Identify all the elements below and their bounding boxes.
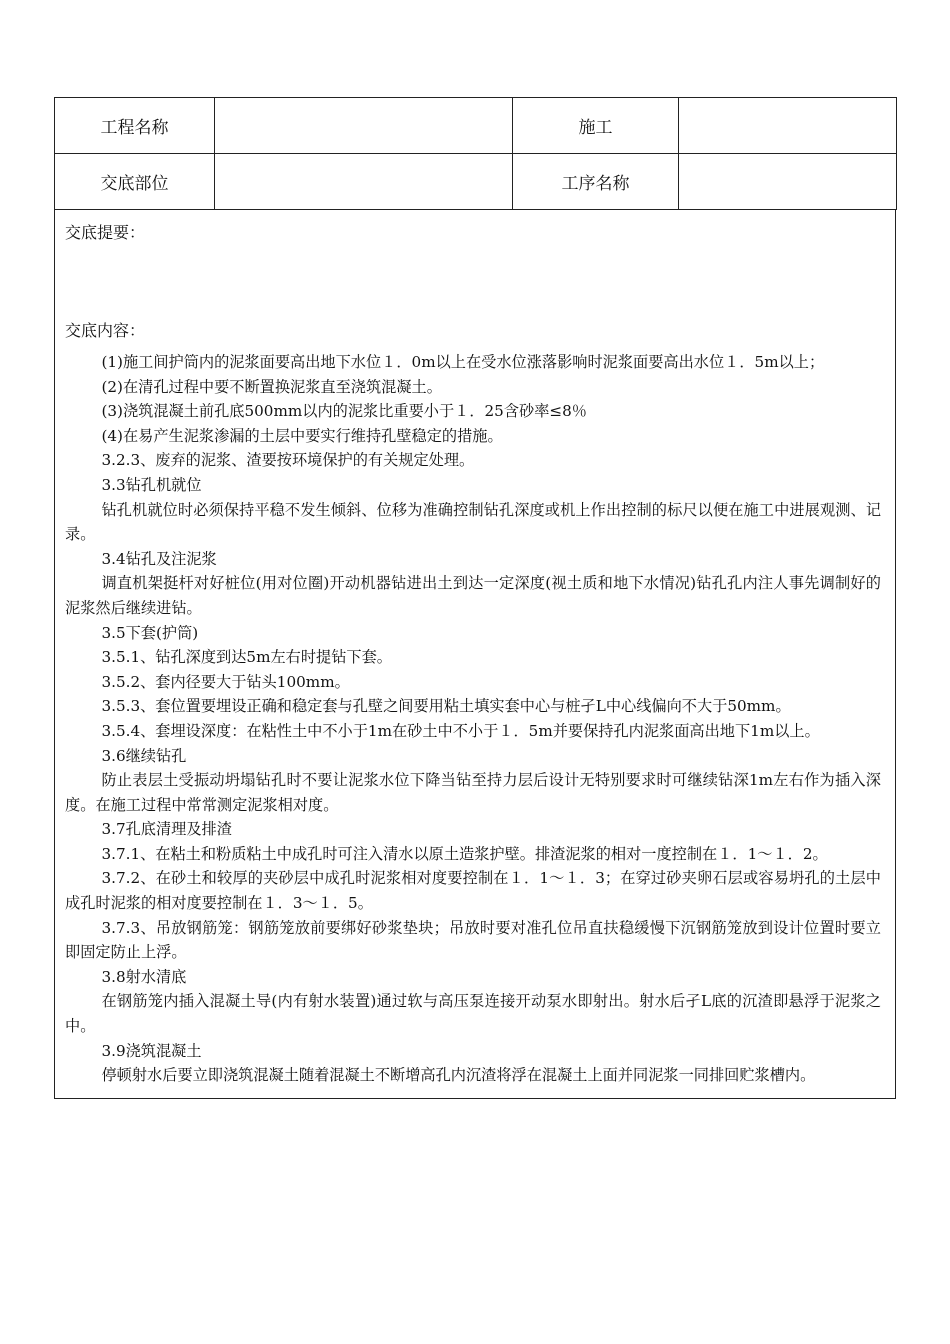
content-paragraph: 3.7.3、吊放钢筋笼：钢筋笼放前要绑好砂浆垫块；吊放时要对准孔位吊直扶稳缓慢下沉钢筋笼放到设计位置时要立即固定防止上浮。 — [65, 918, 881, 962]
content-paragraph: 3.7孔底清理及排渣 — [101, 820, 232, 839]
process-label: 工序名称 — [513, 154, 679, 210]
header-table — [54, 97, 897, 210]
content-paragraph: 在钢筋笼内插入混凝土导(内有射水装置)通过软与高压泵连接开动泵水即射出。射水后孑L底的沉渣即悬浮于泥浆之中。 — [65, 992, 881, 1036]
content-paragraph: 3.7.1、在粘土和粉质粘土中成孔时可注入清水以原土造浆护壁。排渣泥浆的相对一度控制在１．1～１．2。 — [101, 844, 828, 863]
content-paragraph: 3.8射水清底 — [101, 967, 187, 986]
content-paragraph: (3)浇筑混凝土前孔底500mm以内的泥浆比重要小于１．25含砂率≤8％ — [101, 402, 587, 421]
project-name-value — [215, 98, 513, 154]
content-paragraph: 停顿射水后要立即浇筑混凝土随着混凝土不断增高孔内沉渣将浮在混凝土上面并同泥浆一同排回贮浆槽内。 — [101, 1066, 816, 1085]
content-paragraph: 调直机架挺杆对好桩位(用对位圈)开动机器钻进出土到达一定深度(视土质和地下水情况)钻孔孔内注人事先调制好的泥浆然后继续进钻。 — [65, 574, 881, 617]
content-paragraph: 3.2.3、废弃的泥浆、渣要按环境保护的有关规定处理。 — [101, 451, 475, 470]
content-paragraph: 3.5.4、套埋设深度：在粘性土中不小于1m在砂土中不小于１．5m并要保持孔内泥浆面高出地下1m以上。 — [101, 721, 820, 740]
content-body — [54, 348, 896, 1099]
construction-label: 施工 — [513, 98, 679, 154]
content-paragraph: (2)在清孔过程中要不断置换泥浆直至浇筑混凝土。 — [101, 377, 442, 396]
content-paragraph: 3.7.2、在砂土和较厚的夹砂层中成孔时泥浆相对度要控制在１．1～１．3；在穿过砂夹卵石层或容易坍孔的土层中成孔时泥浆的相对度要控制在１．3～１．5。 — [65, 869, 881, 913]
disclosure-form — [54, 97, 896, 1099]
content-paragraph: 钻孔机就位时必须保持平稳不发生倾斜、位移为准确控制钻孔深度或机上作出控制的标尺以便在施工中进展观测、记录。 — [65, 500, 881, 544]
summary-section — [54, 210, 896, 348]
process-value — [679, 154, 897, 210]
content-paragraph: 3.5下套(护筒) — [101, 623, 199, 642]
content-paragraph: 3.4钻孔及注泥浆 — [101, 549, 217, 568]
content-paragraph: 3.5.3、套位置要埋设正确和稳定套与孔壁之间要用粘土填实套中心与桩孑L中心线偏向不大于50mm。 — [101, 697, 791, 716]
content-paragraph: (4)在易产生泥浆渗漏的土层中要实行维持孔壁稳定的措施。 — [101, 426, 503, 445]
header-row-1 — [55, 98, 897, 154]
header-row-2 — [55, 154, 897, 210]
content-paragraph: 3.5.2、套内径要大于钻头100mm。 — [101, 672, 350, 691]
content-paragraph: 3.5.1、钻孔深度到达5m左右时提钻下套。 — [101, 648, 392, 667]
content-paragraph: 3.3钻孔机就位 — [101, 475, 202, 494]
content-paragraph: 3.9浇筑混凝土 — [101, 1041, 202, 1060]
content-paragraph: 防止表层土受振动坍塌钻孔时不要让泥浆水位下降当钻至持力层后设计无特别要求时可继续钻深1m左右作为插入深度。在施工过程中常常测定泥浆相对度。 — [65, 771, 881, 814]
project-name-label: 工程名称 — [55, 98, 215, 154]
content-paragraph: (1)施工间护筒内的泥浆面要高出地下水位１．0m以上在受水位涨落影响时泥浆面要高出水位１．5m以上； — [101, 353, 825, 371]
summary-label: 交底提要： — [65, 223, 146, 242]
construction-value — [679, 98, 897, 154]
content-paragraph: 3.6继续钻孔 — [101, 746, 187, 765]
content-label: 交底内容： — [65, 321, 146, 340]
part-value — [215, 154, 513, 210]
part-label: 交底部位 — [55, 154, 215, 210]
